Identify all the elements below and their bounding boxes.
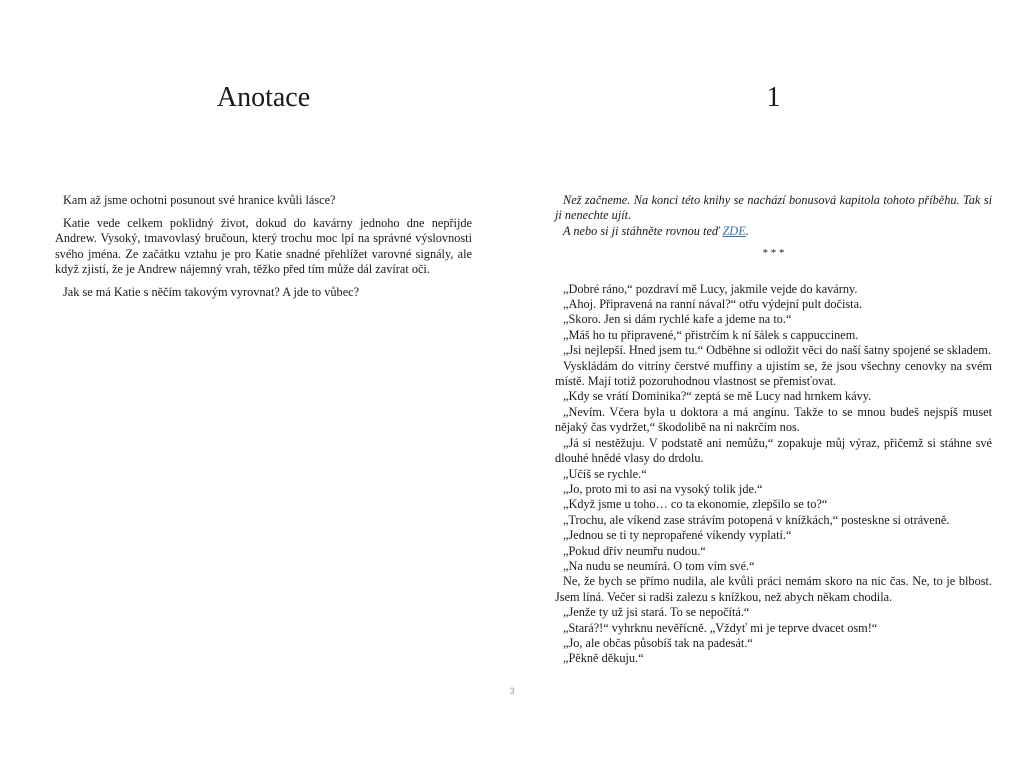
paragraph: „Ahoj. Připravená na ranní nával?“ otřu výdejní pult dočista.	[563, 297, 863, 312]
paragraph: „Jednou se ti ty nepropařené víkendy vyplatí.“	[563, 528, 792, 543]
paragraph: „Jo, proto mi to asi na vysoký tolik jde.“	[563, 481, 763, 496]
paragraph: „Dobré ráno,“ pozdraví mě Lucy, jakmile vejde do kavárny.	[563, 281, 858, 296]
chapter-title-annotation: Anotace	[216, 82, 311, 113]
paragraph: Ne, že bych se přímo nudila, ale kvůli práci nemám skoro na nic čas. Ne, to je blbost. Jsem líná. Večer si radši zalezu s knížkou, než abych někam chodila.	[555, 574, 992, 604]
paragraph: „Jsi nejlepší. Hned jsem tu.“ Odběhne si odložit věci do naší šatny spojené se skladem.	[563, 343, 991, 358]
paragraph: „Jenže ty už jsi stará. To se nepočítá.“	[563, 605, 750, 620]
paragraph: Vyskládám do vitríny čerstvé muffiny a ujistím se, že jsou všechny cenovky na svém místě. Mají totiž pozoruhodnou vlastnost se přemisťovat.	[555, 358, 992, 389]
download-text: A nebo si ji stáhněte rovnou teď	[563, 223, 723, 238]
download-end: .	[745, 223, 749, 238]
paragraph: „Skoro. Jen si dám rychlé kafe a jdeme na to.“	[563, 312, 792, 327]
paragraph: „Na nudu se neumírá. O tom vím své.“	[563, 558, 755, 573]
section-separator: * * *	[762, 247, 785, 260]
intro-note: Než začneme. Na konci této knihy se nachází bonusová kapitola tohoto příběhu. Tak si ji nenechte ujít.	[555, 193, 992, 223]
download-link[interactable]: ZDE	[722, 223, 746, 238]
paragraph: „Nevím. Včera byla u doktora a má angínu. Takže to se mnou budeš nejspíš muset nějaký čas vydržet,“ škodolibě na ni nakrčím nos.	[555, 404, 992, 435]
download-note	[555, 224, 992, 239]
paragraph: „Jo, ale občas působíš tak na padesát.“	[563, 635, 753, 650]
paragraph: „Učíš se rychle.“	[563, 466, 647, 481]
paragraph: „Pěkně děkuju.“	[563, 651, 644, 666]
paragraph: Kam až jsme ochotni posunout své hranice kvůli lásce?	[63, 193, 336, 207]
paragraph: „Kdy se vrátí Dominika?“ zeptá se mě Lucy nad hrnkem kávy.	[563, 389, 872, 404]
paragraph: „Pokud dřív neumřu nudou.“	[563, 543, 706, 558]
chapter-text	[555, 193, 992, 667]
paragraph: „Trochu, ale víkend zase strávím potopená v knížkách,“ posteskne si otráveně.	[563, 512, 950, 527]
chapter-title: 1	[766, 82, 781, 113]
paragraph: Katie vede celkem poklidný život, dokud do kavárny jednoho dne nepřijde Andrew. Vysoký, tmavovlasý bručoun, který trochu moc lpí na správné výslovnosti svého jména. Ze začátku vztahu je pro Katie snadné přehlížet varovné signály, ale když zjistí, že je Andrew nájemný vrah, těžko před tím může dál zavírat oči.	[55, 216, 472, 277]
paragraph: „Když jsme u toho… co ta ekonomie, zlepšilo se to?“	[563, 497, 828, 512]
paragraph: „Stará?!“ vyhrknu nevěřícně. „Vždyť mi je teprve dvacet osm!“	[563, 620, 878, 635]
page-number: 3	[509, 686, 515, 696]
paragraph: „Máš ho tu připravené,“ přistrčím k ní šálek s cappuccinem.	[563, 327, 859, 342]
annotation-text	[55, 193, 472, 308]
paragraph: „Já si nestěžuju. V podstatě ani nemůžu,“ zopakuje můj výraz, přičemž si stáhne své dlouhé hnědé vlasy do drdolu.	[555, 435, 992, 466]
paragraph: Jak se má Katie s něčím takovým vyrovnat? A jde to vůbec?	[63, 285, 360, 300]
